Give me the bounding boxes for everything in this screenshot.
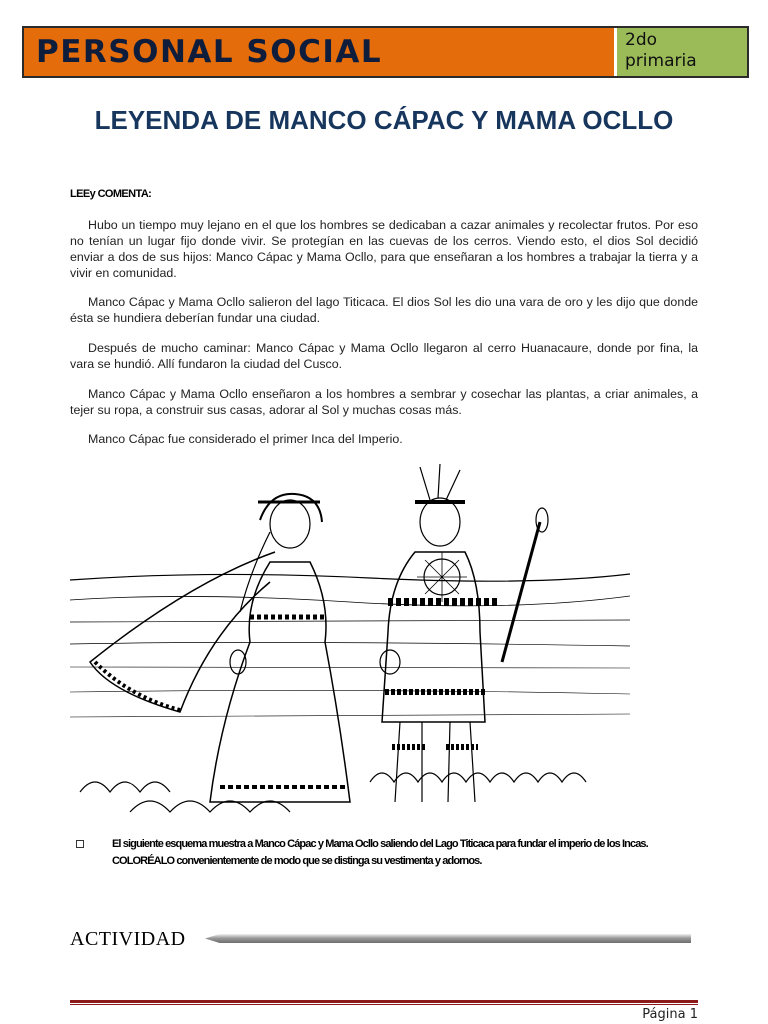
bullet-square-icon [76,840,84,848]
footer-rule [70,1000,698,1003]
paragraph-2: Manco Cápac y Mama Ocllo salieron del lago Titicaca. El dios Sol les dio una vara de oro y les dijo que donde ésta se hundiera deberían fundar una ciudad. [70,295,698,325]
paragraph-1: Hubo un tiempo muy lejano en el que los hombres se dedicaban a cazar animales y recolectar frutos. Por eso no tenían un lugar fijo donde vivir. Se protegían en las cuevas de los cerros. Viendo esto, el dios Sol decidió enviar a dos de sus hijos: Manco Cápac y Mama Ocllo, para que enseñaran a los hombres a trabajar la tierra y a vivir en comunidad. [70,218,698,280]
footer-rule-thin [70,1004,698,1005]
manco-capac-mama-ocllo-drawing-icon [70,462,630,832]
page-title: LEYENDA DE MANCO CÁPAC Y MAMA OCLLO [94,105,674,135]
activity-bar [205,934,691,943]
paragraph-4: Manco Cápac y Mama Ocllo enseñaron a los hombres a sembrar y cosechar las plantas, a criar animales, a tejer su ropa, a construir sus casas, adorar al Sol y muchas cosas más. [70,387,698,417]
coloring-instruction: El siguiente esquema muestra a Manco Cápac y Mama Ocllo saliendo del Lago Titicaca para fundar el imperio de los Incas. COLORÉALO convenientemente de modo que se distinga su vestimenta y adornos. [112,838,648,867]
subject-box [24,28,614,76]
paragraph-3: Después de mucho caminar: Manco Cápac y Mama Ocllo llegaron al cerro Huanacaure, donde por fina, la vara se hundió. Allí fundaron la ciudad del Cusco. [70,341,698,371]
header-banner [22,26,749,78]
page-number: Página 1 [642,1007,698,1022]
instruction-label: LEEy COMENTA: [70,188,152,200]
subject-title: PERSONAL SOCIAL [36,34,383,70]
activity-heading: ACTIVIDAD [70,928,186,950]
grade-box [614,28,747,76]
grade-line-1: 2do [625,30,658,50]
grade-line-2: primaria [625,51,697,71]
paragraph-5: Manco Cápac fue considerado el primer Inca del Imperio. [88,432,403,446]
